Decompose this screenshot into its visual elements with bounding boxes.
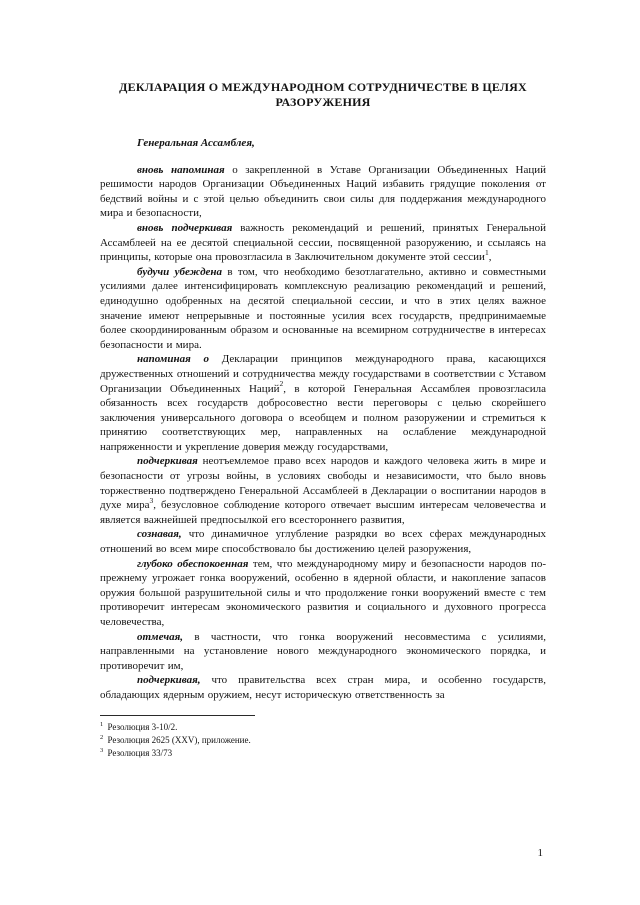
- paragraph-text: ,: [488, 251, 492, 264]
- paragraph-text: в частности, что гонка вооружений несовместима с усилиями, направленными на установление нового международного экономического порядка, и противоречит им,: [100, 630, 546, 672]
- footnote-text: Резолюция 3-10/2.: [105, 721, 178, 732]
- paragraph: [100, 527, 546, 556]
- paragraph-text: тем, что международному миру и безопасности народов по-прежнему угрожает гонка вооружений, особенно в ядерной области, и накопление запасов оружия большой разрушительной силы и что продолжение гонки вооружений вместе с тем противоречит интересам экономического развития и социального и духовного прогресса человечества,: [100, 557, 546, 628]
- paragraph-text: что правительства всех стран мира, и особенно государств, обладающих ядерным оружием, несут историческую ответственность за: [100, 674, 546, 701]
- paragraph-text: в том, что необходимо безотлагательно, активно и совместными усилиями далее интенсифицировать комплексную реализацию рекомендаций и решений, единодушно одобренных на десятой специальной сессии, и что в этих целях важное значение имеют непрерывные и постоянные усилия всех государств, предпринимаемые более скоординированным образом и основанные на всемирном сотрудничестве в интересах безопасности и мира.: [100, 265, 546, 351]
- paragraph-lead: вновь напоминая: [137, 163, 225, 176]
- footnote-separator-rule: [100, 715, 255, 716]
- paragraph-lead: сознавая,: [137, 528, 182, 541]
- footnote-marker: 2: [100, 733, 104, 741]
- paragraph-lead: вновь подчеркивая: [137, 221, 233, 234]
- paragraph-lead: подчеркивая: [137, 455, 198, 468]
- paragraph-text: , в которой Генеральная Ассамблея провозгласила обязанность всех государств добросовестно вести переговоры с целью скорейшего заключения универсального договора о всеобщем и полном разоружении и стремиться к принятию соответствующих мер, направленных на ослабление международной напряженности и укрепление доверия между государствами,: [100, 382, 546, 453]
- footnote-ref: 3: [149, 496, 154, 506]
- paragraph-lead: напоминая о: [137, 353, 210, 366]
- page-number: 1: [537, 847, 543, 859]
- paragraph-lead: отмечая,: [137, 630, 184, 643]
- paragraph-text: о закрепленной в Уставе Организации Объединенных Наций решимости народов Организации Объединенных Наций избавить грядущие поколения от бедствий войны и с этой целью объединить свои силы для поддержания международного мира и безопасности,: [100, 163, 547, 220]
- paragraph-lead: подчеркивая,: [137, 674, 201, 687]
- document-title: ДЕКЛАРАЦИЯ О МЕЖДУНАРОДНОМ СОТРУДНИЧЕСТВЕ В ЦЕЛЯХ РАЗОРУЖЕНИЯ: [119, 80, 527, 109]
- document-content: [100, 80, 546, 760]
- paragraph-text: , безусловное соблюдение которого отвечает высшим интересам человечества и является важнейшей предпосылкой его всестороннего развития,: [100, 499, 546, 526]
- footnote-ref: 2: [279, 379, 284, 389]
- paragraph: [100, 557, 546, 630]
- footnote-ref: 1: [484, 248, 489, 257]
- paragraph-text: Декларации принципов международного права, касающихся дружественных отношений и сотрудничества между государствами в соответствии с Уставом Организации Объединенных Наций: [100, 353, 546, 395]
- footnote-text: Резолюция 2625 (XXV), приложение.: [105, 734, 251, 745]
- paragraph: [100, 352, 546, 454]
- paragraph: [100, 265, 546, 353]
- paragraph: [100, 630, 546, 674]
- paragraph-lead: глубоко обеспокоенная: [137, 557, 249, 570]
- paragraph: [100, 454, 546, 527]
- paragraph: [100, 673, 546, 702]
- salutation: Генеральная Ассамблея,: [137, 137, 255, 149]
- paragraph: [100, 221, 546, 265]
- footnote-marker: 1: [100, 720, 104, 728]
- footnote-text: Резолюция 33/73: [105, 747, 173, 758]
- paragraph: [100, 163, 546, 221]
- paragraph-text: неотъемлемое право всех народов и каждого человека жить в мире и безопасности от угрозы войны, в условиях свободы и независимости, что было вновь торжественно подтверждено Генеральной Ассамблеей в Декларации о воспитании народов в духе мира: [100, 455, 546, 512]
- paragraph-lead: будучи убеждена: [137, 265, 223, 278]
- footnote-list: [100, 721, 546, 760]
- footnote: [100, 734, 546, 747]
- footnote: [100, 721, 546, 734]
- footnote: [100, 747, 546, 760]
- paragraph-text: важность рекомендаций и решений, принятых Генеральной Ассамблеей на ее десятой специальной сессии, посвященной разоружению, и ссылаясь на принципы, которые она провозгласила в Заключительном документе этой сессии: [100, 221, 546, 264]
- paragraphs: [100, 163, 546, 703]
- footnote-marker: 3: [100, 746, 104, 754]
- paragraph-text: что динамичное углубление разрядки во всех сферах международных отношений во всем мире способствовало бы достижению целей разоружения,: [100, 528, 546, 556]
- footnotes-section: [100, 715, 546, 760]
